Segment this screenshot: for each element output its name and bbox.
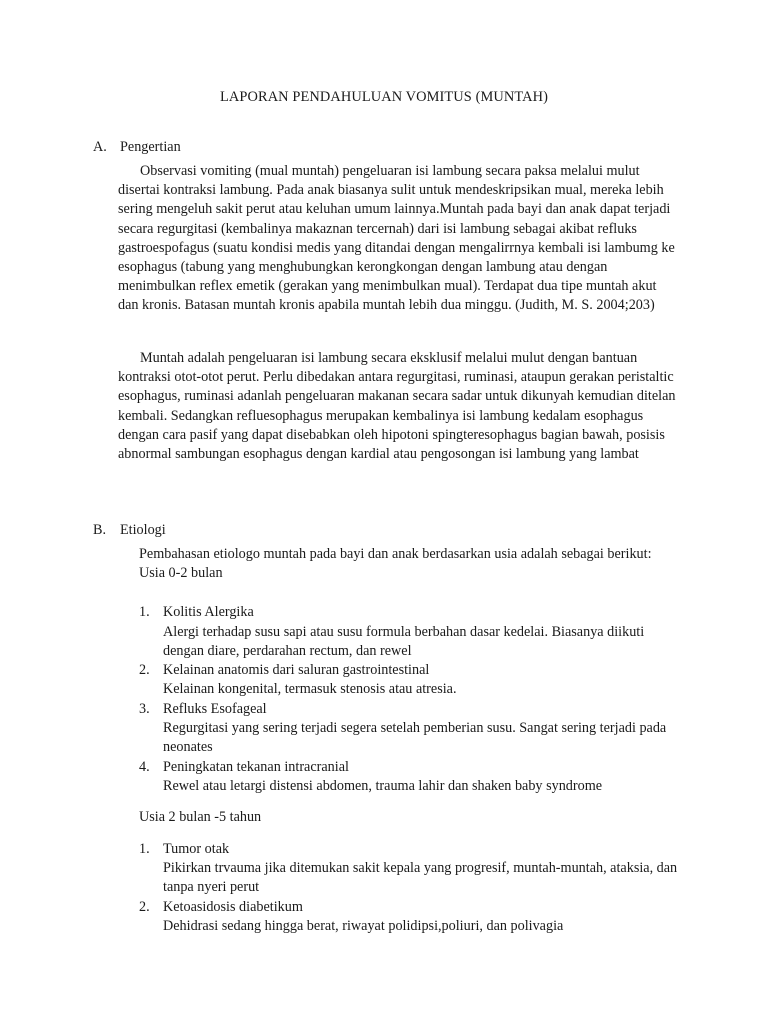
list-item-desc: Rewel atau letargi distensi abdomen, trauma lahir dan shaken baby syndrome xyxy=(163,778,603,794)
list-item: 1. Kolitis Alergika xyxy=(139,604,254,620)
list-item-title: Tumor otak xyxy=(163,841,230,857)
list-item-title: Ketoasidosis diabetikum xyxy=(163,899,303,915)
list-item: 2. Ketoasidosis diabetikum xyxy=(139,899,303,915)
section-b-letter: B. xyxy=(93,522,107,538)
age-group-2-label: Usia 2 bulan -5 tahun xyxy=(139,809,262,825)
document-title: LAPORAN PENDAHULUAN VOMITUS (MUNTAH) xyxy=(220,89,548,105)
list-item: 3. Refluks Esofageal xyxy=(139,701,267,717)
intro-text: Pembahasan etiologo muntah pada bayi dan anak berdasarkan usia adalah sebagai berikut: xyxy=(139,546,652,562)
list-item-desc: Pikirkan trvauma jika ditemukan sakit kepala yang progresif, muntah-muntah, ataksia, dan tanpa nyeri perut xyxy=(163,860,678,896)
section-a-paragraph-2: Muntah adalah pengeluaran isi lambung secara eksklusif melalui mulut dengan bantuan kontraksi otot-otot perut. Perlu dibedakan antara regurgitasi, ruminasi, ataupun gerakan peristaltic esophagus, ruminasi adanlah pengeluaran makanan secara sadar untuk dikunyah kemudian ditelan kembali. Sedangkan refluesophagus merupakan kembalinya isi lambung kedalam esophagus dengan cara pasif yang dapat disebabkan oleh hipotoni spingteresophagus bagian bawah, posisis abnormal sambungan esophagus dengan kardial atau pengosongan isi lambung yang lambat xyxy=(118,350,676,463)
section-a-heading xyxy=(93,138,181,157)
age-group-1-label: Usia 0-2 bulan xyxy=(139,565,223,582)
section-a-paragraph-1: Observasi vomiting (mual muntah) pengeluaran isi lambung secara paksa melalui mulut disertai kontraksi lambung. Pada anak biasanya sulit untuk mendeskripsikan mual, mereka lebih sering mengeluh sakit perut atau keluhan umum lainnya.Muntah pada bayi dan anak dapat terjadi secara regurgitasi (kembalinya makaznan tercernah) dari isi lambung sebagai akibat refluks gastroespofagus (suatu kondisi medis yang ditandai dengan mengalirrnya kembali isi lambumg ke esophagus (tabung yang menghubungkan kerongkongan dengan lambung atau dengan menimbulkan reflex emetik (gerakan yang menimbulkan mual). Terdapat dua tipe muntah akut dan kronis. Batasan muntah kronis apabila muntah lebih dua minggu. (Judith, M. S. 2004;203) xyxy=(118,163,675,314)
list-item-desc: Kelainan kongenital, termasuk stenosis atau atresia. xyxy=(163,681,457,697)
list-item: 2. Kelainan anatomis dari saluran gastrointestinal xyxy=(139,662,430,678)
list-item: 1. Tumor otak xyxy=(139,841,230,857)
list-item-title: Kolitis Alergika xyxy=(163,604,254,620)
section-a-title: Pengertian xyxy=(120,139,181,155)
list-item-title: Peningkatan tekanan intracranial xyxy=(163,759,349,775)
section-b-title: Etiologi xyxy=(120,522,166,538)
list-item-desc: Dehidrasi sedang hingga berat, riwayat polidipsi,poliuri, dan polivagia xyxy=(163,918,564,934)
list-item-title: Kelainan anatomis dari saluran gastrointestinal xyxy=(163,662,430,678)
section-b-heading xyxy=(93,521,166,540)
list-item-title: Refluks Esofageal xyxy=(163,701,267,717)
section-a-letter: A. xyxy=(93,139,107,155)
list-item-desc: Alergi terhadap susu sapi atau susu formula berbahan dasar kedelai. Biasanya diikuti dengan diare, perdarahan rectum, dan rewel xyxy=(163,624,645,660)
list-item: 4. Peningkatan tekanan intracranial xyxy=(139,759,349,775)
list-item-desc: Regurgitasi yang sering terjadi segera setelah pemberian susu. Sangat sering terjadi pada neonates xyxy=(163,720,667,756)
section-b-intro xyxy=(139,545,679,583)
